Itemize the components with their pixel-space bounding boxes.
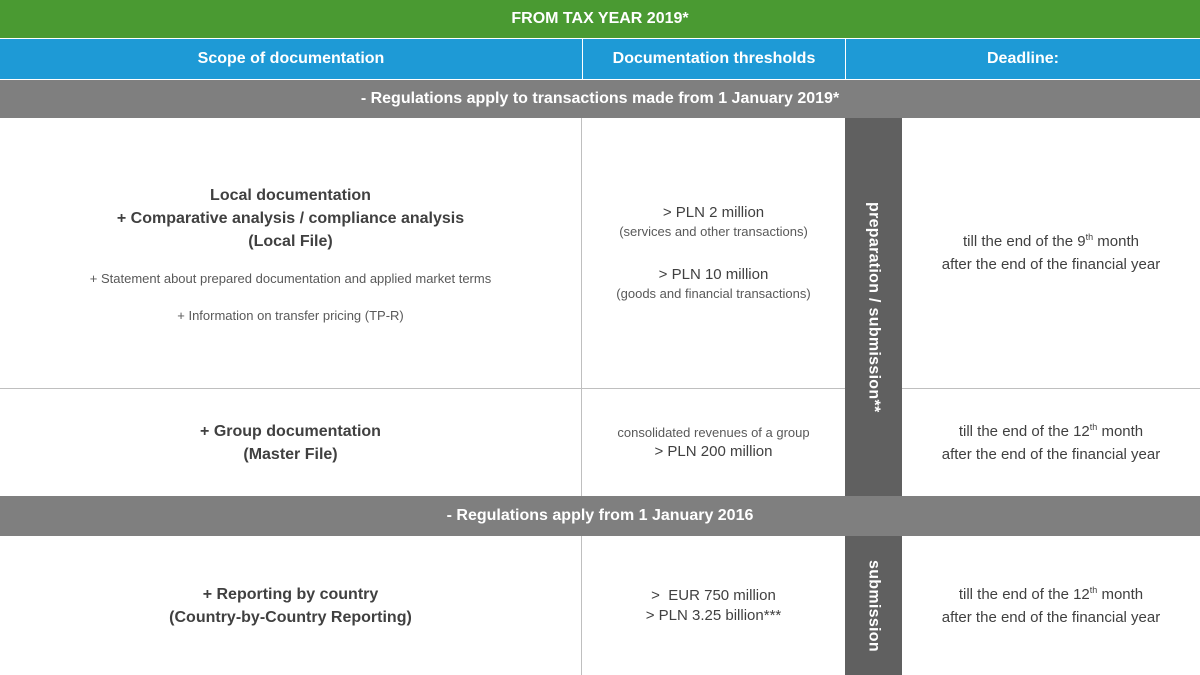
header-deadline-label: Deadline: [986,50,1059,67]
header-scope-label: Scope of documentation [197,50,385,67]
local-file-title-3: (Local File) [248,232,333,250]
header-deadline [846,39,1200,79]
section-band-2016 [0,496,1200,536]
master-file-deadline-1 [959,420,1143,443]
local-file-deadline-2: after the end of the financial year [941,256,1161,273]
master-file-threshold: > PLN 200 million [654,442,773,460]
section-band-2019 [0,80,1200,118]
cbc-deadline-2: after the end of the financial year [941,608,1161,626]
local-file-note-tpr: + Information on transfer pricing (TP-R) [177,307,404,323]
deadline-text: till the end of the 9 [963,233,1086,250]
local-file-note-statement: + Statement about prepared documentation and applied market terms [89,270,492,286]
local-file-title-2: + Comparative analysis / compliance analysis [116,209,465,227]
master-file-deadline-cell [902,389,1200,496]
cbc-threshold-eur: > EUR 750 million [651,586,776,604]
local-file-scope-cell [0,118,581,388]
header-scope [0,39,582,79]
local-file-title-1: Local documentation [210,186,371,204]
deadline-ordinal: th [1089,584,1098,595]
banner-title: FROM TAX YEAR 2019* [511,10,689,27]
deadline-text: month [1097,585,1144,603]
cbc-scope-cell [0,536,581,675]
master-file-scope-cell [0,389,581,496]
section-band-2016-label: - Regulations apply from 1 January 2016 [446,507,754,524]
section-band-2019-label: - Regulations apply to transactions made from 1 January 2019* [360,90,840,107]
cbc-title-2: (Country-by-Country Reporting) [169,608,412,626]
deadline-text: till the end of the 12 [958,422,1090,440]
table-banner [0,0,1200,38]
deadline-ordinal: th [1089,421,1098,432]
master-file-deadline-2: after the end of the financial year [941,445,1161,463]
master-file-threshold-cell [582,389,845,496]
local-file-deadline-cell [902,118,1200,388]
cbc-threshold-pln: > PLN 3.25 billion*** [645,606,782,624]
master-file-title-2: (Master File) [243,445,338,463]
submission-column [845,536,902,675]
deadline-text: till the end of the 12 [958,585,1090,603]
header-thresholds-label: Documentation thresholds [612,50,816,67]
preparation-submission-column [845,118,902,496]
cbc-threshold-cell [582,536,845,675]
local-file-threshold-2: > PLN 10 million [658,266,769,283]
preparation-submission-label: preparation / submission** [865,201,883,413]
submission-label: submission [865,559,883,652]
deadline-text: month [1097,422,1144,440]
cbc-deadline-cell [902,536,1200,675]
local-file-deadline-1 [963,230,1139,253]
local-file-threshold-1-desc: (services and other transactions) [619,224,808,239]
master-file-threshold-desc: consolidated revenues of a group [617,424,810,440]
local-file-threshold-1: > PLN 2 million [662,204,765,221]
header-thresholds [583,39,845,79]
cbc-title-1: + Reporting by country [202,585,379,603]
deadline-ordinal: th [1085,232,1094,242]
deadline-text: month [1093,233,1139,250]
local-file-threshold-cell [582,118,845,388]
master-file-title-1: + Group documentation [200,422,381,440]
cbc-deadline-1 [959,583,1143,606]
local-file-threshold-2-desc: (goods and financial transactions) [616,286,811,301]
